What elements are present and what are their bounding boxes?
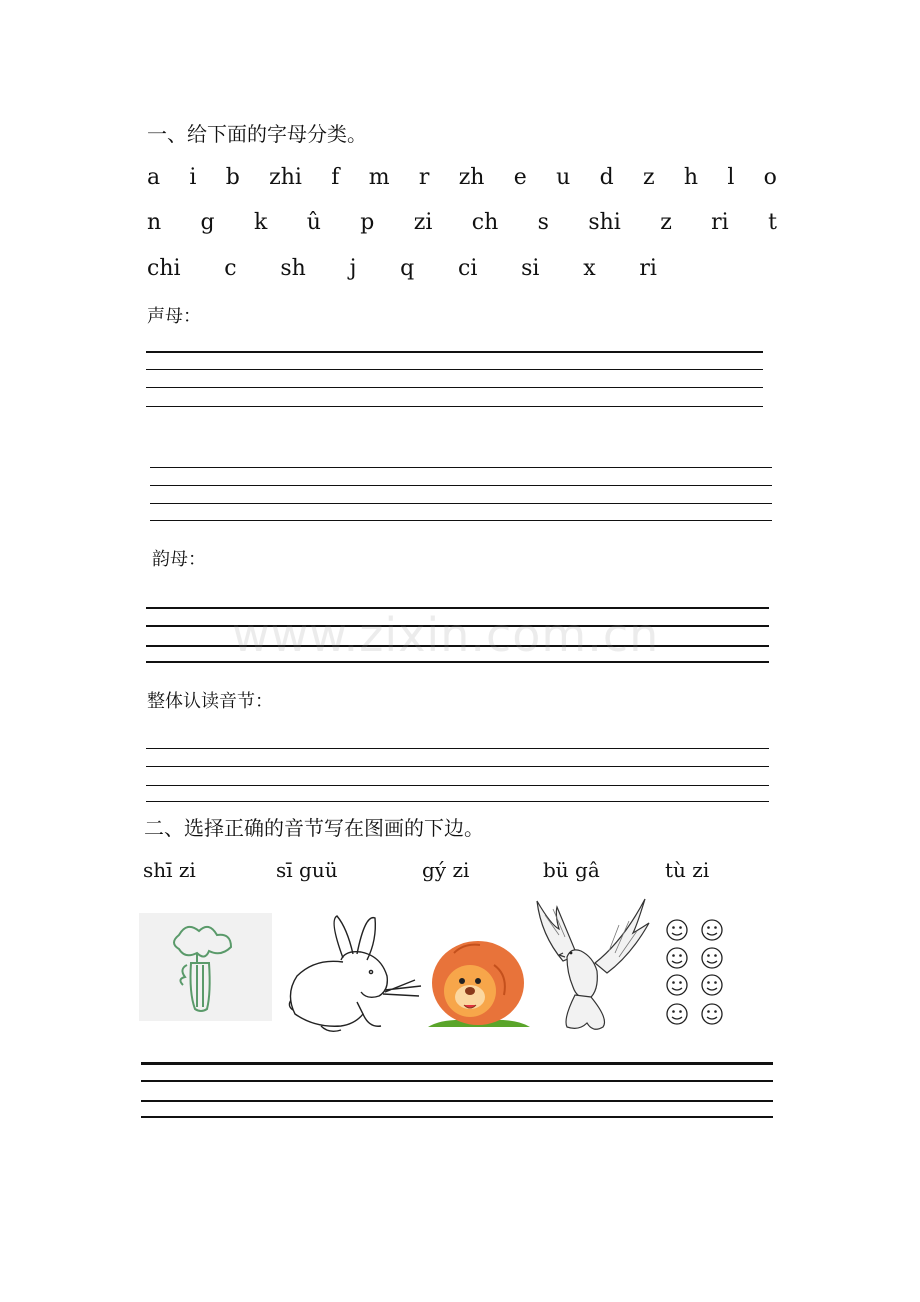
writing-line	[150, 503, 772, 504]
writing-line	[150, 520, 772, 521]
writing-line	[146, 801, 769, 802]
section1-title: 一、给下面的字母分类。	[147, 122, 367, 146]
writing-line	[150, 485, 772, 486]
letter-item: l	[727, 165, 735, 190]
letter-item: zh	[458, 165, 485, 190]
letter-item: r	[418, 165, 430, 190]
syllable-1: shī zi	[143, 858, 196, 882]
letter-item: d	[599, 165, 614, 190]
writing-line	[146, 785, 769, 786]
letter-item: n	[147, 210, 162, 235]
writing-line	[150, 467, 772, 468]
zhengti-label: 整体认读音节：	[147, 691, 273, 712]
letter-row-1	[147, 165, 777, 190]
letter-item: z	[642, 165, 655, 190]
lion-picture	[424, 935, 532, 1030]
syllable-4: bü gâ	[543, 858, 600, 882]
letter-item: sh	[280, 256, 306, 281]
syllable-2: sī guü	[276, 858, 338, 882]
letter-item: f	[331, 165, 340, 190]
letter-row-3	[147, 256, 657, 281]
writing-line	[146, 351, 763, 353]
letter-row-2	[147, 210, 777, 235]
letter-item: chi	[147, 256, 181, 281]
letter-item: t	[768, 210, 777, 235]
letter-item: ch	[471, 210, 499, 235]
letter-item: s	[537, 210, 549, 235]
letter-item: ri	[711, 210, 729, 235]
letter-item: m	[368, 165, 390, 190]
letter-item: e	[513, 165, 527, 190]
writing-line	[141, 1080, 773, 1082]
dove-picture	[533, 895, 651, 1035]
letter-item: q	[400, 256, 415, 281]
letter-item: u	[556, 165, 571, 190]
celery-picture	[139, 913, 272, 1021]
syllable-5: tù zi	[665, 858, 710, 882]
section2-title: 二、选择正确的音节写在图画的下边。	[144, 816, 484, 840]
letter-item: û	[306, 210, 321, 235]
writing-line	[141, 1100, 773, 1102]
shengmu-label: 声母：	[147, 306, 201, 327]
letter-item: p	[360, 210, 375, 235]
letter-item: shi	[588, 210, 621, 235]
letter-item: j	[349, 256, 357, 281]
writing-line	[141, 1062, 773, 1065]
writing-line	[146, 406, 763, 407]
letter-item: si	[521, 256, 540, 281]
letter-item: x	[583, 256, 596, 281]
writing-line	[146, 766, 769, 767]
syllable-3: gý zi	[422, 858, 470, 882]
letter-item: ci	[458, 256, 478, 281]
letter-item: h	[683, 165, 699, 190]
writing-line	[146, 748, 769, 749]
letter-item: zi	[413, 210, 433, 235]
letter-item: i	[189, 165, 197, 190]
writing-line	[141, 1116, 773, 1118]
letter-item: z	[660, 210, 672, 235]
rabbit-picture	[285, 910, 425, 1035]
letter-item: o	[763, 165, 777, 190]
watermark: www.zixin.com.cn	[232, 608, 660, 662]
yunmu-label: 韵母：	[152, 549, 206, 570]
letter-item: ri	[639, 256, 657, 281]
letter-item: g	[200, 210, 215, 235]
letter-item: b	[225, 165, 240, 190]
writing-line	[146, 369, 763, 370]
smiley-grid	[662, 918, 728, 1028]
letter-item: c	[224, 256, 237, 281]
letter-item: zhi	[269, 165, 302, 190]
letter-item: k	[254, 210, 268, 235]
letter-item: a	[147, 165, 161, 190]
writing-line	[146, 387, 763, 388]
